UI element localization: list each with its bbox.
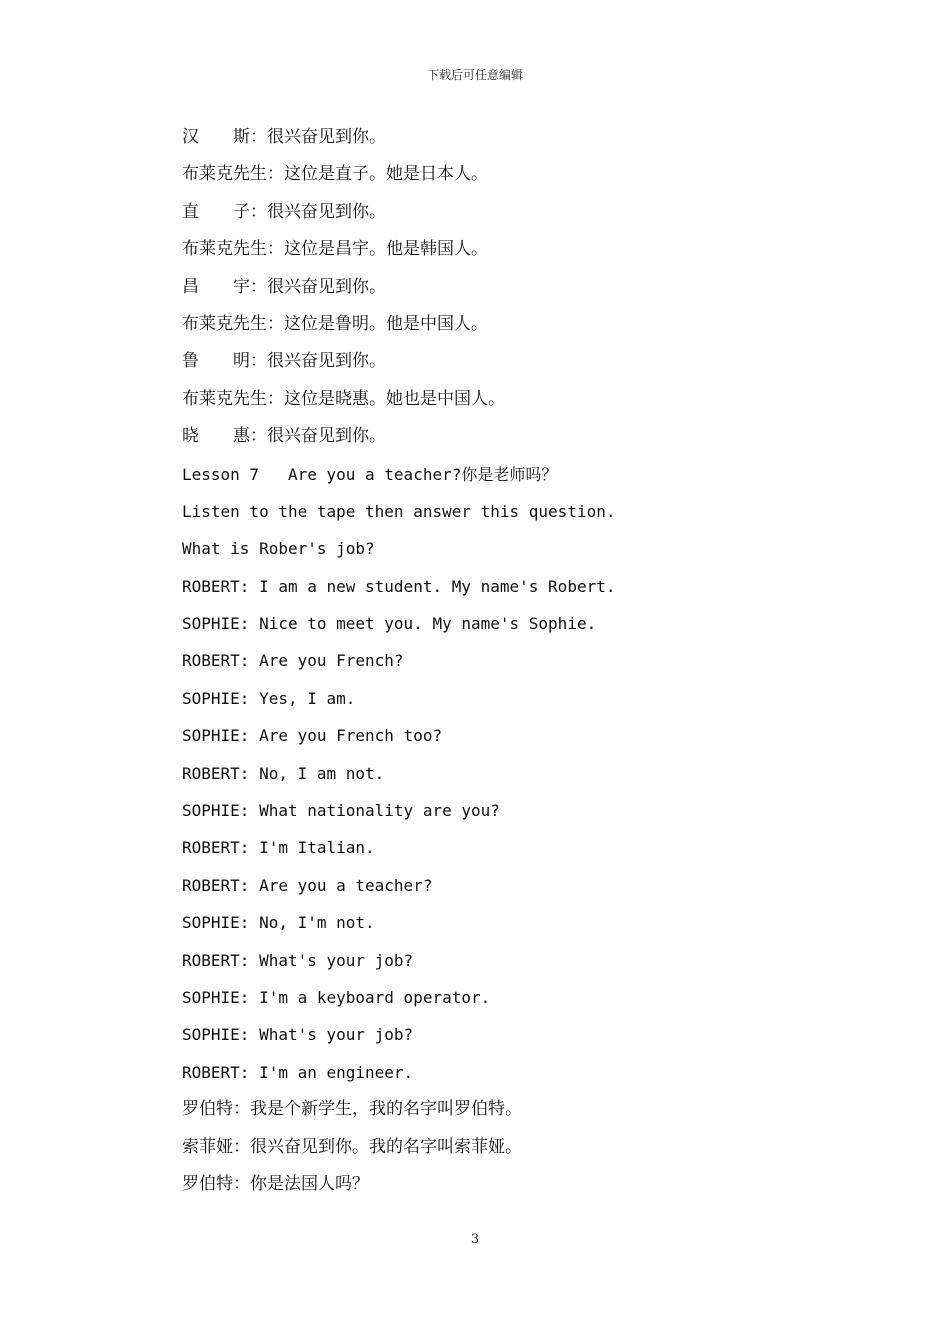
instruction-line: Listen to the tape then answer this question. <box>182 501 616 521</box>
dialogue-line: 索菲娅：很兴奋见到你。我的名字叫索菲娅。 <box>182 1136 522 1157</box>
dialogue-line: SOPHIE: Nice to meet you. My name's Sophie. <box>182 614 597 634</box>
dialogue-line: SOPHIE: What nationality are you? <box>182 801 500 821</box>
question-line: What is Rober's job? <box>182 539 375 559</box>
dialogue-line: 布莱克先生：这位是晓惠。她也是中国人。 <box>182 388 505 409</box>
lesson-title: Lesson 7 Are you a teacher?你是老师吗？ <box>182 464 558 484</box>
dialogue-line: ROBERT: Are you a teacher? <box>182 875 433 895</box>
dialogue-line: 布莱克先生：这位是直子。她是日本人。 <box>182 164 488 185</box>
dialogue-line: ROBERT: Are you French? <box>182 651 404 671</box>
page-number: 3 <box>470 1232 480 1247</box>
dialogue-line: SOPHIE: No, I'm not. <box>182 913 375 933</box>
page-header: 下载后可任意编辑 <box>426 68 523 82</box>
dialogue-line: SOPHIE: What's your job? <box>182 1025 414 1045</box>
dialogue-line: ROBERT: I am a new student. My name's Robert. <box>182 576 616 596</box>
document-body <box>182 119 882 1203</box>
dialogue-line: SOPHIE: Are you French too? <box>182 726 443 746</box>
dialogue-line: ROBERT: What's your job? <box>182 950 414 970</box>
dialogue-line: 直 子：很兴奋见到你。 <box>182 201 386 222</box>
dialogue-line: 汉 斯：很兴奋见到你。 <box>182 127 386 147</box>
dialogue-line: 鲁 明：很兴奋见到你。 <box>182 351 386 372</box>
dialogue-line: 晓 惠：很兴奋见到你。 <box>182 426 386 447</box>
dialogue-line: 布莱克先生：这位是昌宇。他是韩国人。 <box>182 239 488 260</box>
dialogue-line: 罗伯特：你是法国人吗？ <box>182 1173 369 1194</box>
dialogue-line: 罗伯特：我是个新学生，我的名字叫罗伯特。 <box>182 1099 522 1120</box>
dialogue-line: SOPHIE: Yes, I am. <box>182 688 356 708</box>
dialogue-line: ROBERT: No, I am not. <box>182 763 385 783</box>
dialogue-line: 布莱克先生：这位是鲁明。他是中国人。 <box>182 313 488 334</box>
dialogue-line: ROBERT: I'm an engineer. <box>182 1062 414 1082</box>
dialogue-line: ROBERT: I'm Italian. <box>182 838 375 858</box>
dialogue-line: 昌 宇：很兴奋见到你。 <box>182 276 386 297</box>
dialogue-line: SOPHIE: I'm a keyboard operator. <box>182 987 491 1007</box>
